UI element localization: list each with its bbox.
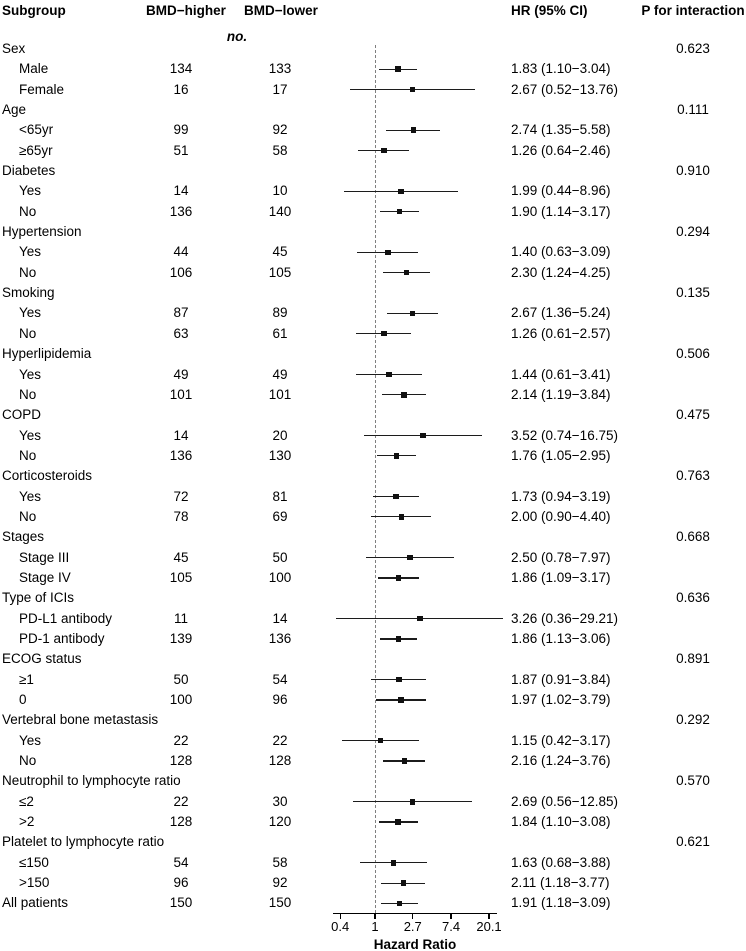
bmd-lower-count: 69: [272, 508, 288, 524]
data-row: [0, 507, 746, 527]
x-axis-tick: [450, 914, 451, 919]
bmd-higher-count: 136: [169, 203, 193, 219]
subgroup-label: No: [19, 447, 37, 463]
bmd-higher-count: 128: [169, 814, 193, 830]
bmd-higher-count: 96: [173, 875, 189, 891]
p-interaction-value: 0.294: [676, 224, 710, 240]
data-row: [0, 120, 746, 140]
subgroup-label: No: [19, 386, 37, 402]
subgroup-label: ≥65yr: [19, 142, 53, 158]
hr-ci-text: 1.97 (1.02−3.79): [511, 692, 611, 708]
subgroup-label: Sex: [2, 41, 26, 57]
subgroup-label: Neutrophil to lymphocyte ratio: [2, 773, 181, 789]
column-header-hr-ci: HR (95% CI): [511, 3, 588, 18]
subgroup-label: Stages: [2, 529, 45, 545]
column-header-subgroup: Subgroup: [2, 3, 66, 18]
bmd-lower-count: 92: [272, 875, 288, 891]
subgroup-label: PD-1 antibody: [19, 630, 105, 646]
bmd-higher-count: 72: [173, 488, 189, 504]
data-row: [0, 568, 746, 588]
bmd-higher-count: 22: [173, 793, 189, 809]
bmd-higher-count: 99: [173, 122, 189, 138]
subgroup-label: Platelet to lymphocyte ratio: [2, 834, 165, 850]
group-row: [0, 222, 746, 242]
hr-ci-text: 2.67 (1.36−5.24): [511, 305, 611, 321]
group-row: [0, 39, 746, 59]
data-row: [0, 812, 746, 832]
data-row: [0, 751, 746, 771]
subgroup-label: ≤2: [19, 793, 34, 809]
subgroup-label: Yes: [19, 244, 42, 260]
data-row: [0, 690, 746, 710]
group-row: [0, 588, 746, 608]
subgroup-label: Yes: [19, 305, 42, 321]
p-interaction-value: 0.891: [676, 651, 710, 667]
hr-ci-text: 1.26 (0.61−2.57): [511, 325, 611, 341]
bmd-lower-count: 30: [272, 793, 288, 809]
data-row: [0, 242, 746, 262]
bmd-lower-count: 54: [272, 671, 288, 687]
x-tick-label: 0.4: [331, 919, 350, 934]
x-tick-label: 20.1: [476, 919, 502, 934]
x-axis-tick: [488, 914, 489, 919]
data-row: [0, 486, 746, 506]
subgroup-label: ≤150: [19, 854, 49, 870]
p-interaction-value: 0.763: [676, 468, 710, 484]
bmd-higher-count: 50: [173, 671, 189, 687]
bmd-lower-count: 20: [272, 427, 288, 443]
count-unit-label: no.: [226, 29, 248, 44]
data-row: [0, 323, 746, 343]
subgroup-label: Yes: [19, 732, 42, 748]
bmd-higher-count: 128: [169, 753, 193, 769]
hr-ci-text: 1.84 (1.10−3.08): [511, 814, 611, 830]
hr-ci-text: 1.87 (0.91−3.84): [511, 671, 611, 687]
subgroup-label: No: [19, 264, 37, 280]
data-row: [0, 893, 746, 913]
data-row: [0, 425, 746, 445]
p-interaction-value: 0.910: [676, 163, 710, 179]
data-row: [0, 608, 746, 628]
bmd-lower-count: 100: [268, 569, 292, 585]
data-row: [0, 852, 746, 872]
data-row: [0, 59, 746, 79]
data-row: [0, 384, 746, 404]
bmd-higher-count: 16: [173, 81, 189, 97]
hr-ci-text: 2.16 (1.24−3.76): [511, 753, 611, 769]
x-tick-label: 7.4: [442, 919, 461, 934]
subgroup-label: Corticosteroids: [2, 468, 93, 484]
p-interaction-value: 0.621: [676, 834, 710, 850]
group-row: [0, 649, 746, 669]
p-interaction-value: 0.111: [677, 102, 709, 118]
column-header-bmd-higher: BMD−higher: [146, 3, 226, 18]
subgroup-label: Smoking: [2, 285, 55, 301]
bmd-higher-count: 49: [173, 366, 189, 382]
hr-ci-text: 2.67 (0.52−13.76): [511, 81, 618, 97]
hr-ci-text: 1.99 (0.44−8.96): [511, 183, 611, 199]
bmd-lower-count: 58: [272, 854, 288, 870]
data-row: [0, 629, 746, 649]
bmd-lower-count: 50: [272, 549, 288, 565]
hr-ci-text: 1.73 (0.94−3.19): [511, 488, 611, 504]
data-row: [0, 669, 746, 689]
hr-ci-text: 1.86 (1.13−3.06): [511, 630, 611, 646]
bmd-lower-count: 101: [268, 386, 292, 402]
subgroup-label: No: [19, 753, 37, 769]
subgroup-label: Yes: [19, 427, 42, 443]
hr-ci-text: 1.63 (0.68−3.88): [511, 854, 611, 870]
subgroup-label: Vertebral bone metastasis: [2, 712, 159, 728]
bmd-higher-count: 100: [169, 692, 193, 708]
bmd-higher-count: 14: [173, 183, 189, 199]
data-row: [0, 730, 746, 750]
bmd-lower-count: 96: [272, 692, 288, 708]
bmd-lower-count: 105: [268, 264, 292, 280]
bmd-higher-count: 101: [169, 386, 193, 402]
subgroup-label: >2: [19, 814, 35, 830]
bmd-lower-count: 81: [272, 488, 288, 504]
group-row: [0, 405, 746, 425]
hr-ci-text: 1.26 (0.64−2.46): [511, 142, 611, 158]
data-row: [0, 201, 746, 221]
data-row: [0, 262, 746, 282]
group-row: [0, 100, 746, 120]
bmd-lower-count: 120: [268, 814, 292, 830]
p-interaction-value: 0.135: [676, 285, 710, 301]
bmd-higher-count: 106: [169, 264, 193, 280]
bmd-higher-count: 78: [173, 508, 189, 524]
x-axis-tick: [374, 914, 375, 919]
hr-ci-text: 3.52 (0.74−16.75): [511, 427, 618, 443]
data-row: [0, 181, 746, 201]
data-row: [0, 364, 746, 384]
p-interaction-value: 0.668: [676, 529, 710, 545]
bmd-higher-count: 51: [173, 142, 189, 158]
group-row: [0, 466, 746, 486]
hr-ci-text: 2.30 (1.24−4.25): [511, 264, 611, 280]
hr-ci-text: 1.15 (0.42−3.17): [511, 732, 611, 748]
data-row: [0, 791, 746, 811]
bmd-higher-count: 11: [173, 610, 188, 626]
hr-ci-text: 2.00 (0.90−4.40): [511, 508, 611, 524]
subgroup-label: Stage IV: [19, 569, 71, 585]
subgroup-label: <65yr: [19, 122, 54, 138]
bmd-higher-count: 139: [169, 630, 193, 646]
subgroup-label: Yes: [19, 183, 42, 199]
bmd-lower-count: 45: [272, 244, 288, 260]
subgroup-label: 0: [19, 692, 27, 708]
p-interaction-value: 0.506: [676, 346, 710, 362]
bmd-lower-count: 136: [268, 630, 292, 646]
x-tick-label: 1: [371, 919, 379, 934]
group-row: [0, 771, 746, 791]
bmd-lower-count: 17: [272, 81, 288, 97]
p-interaction-value: 0.570: [676, 773, 710, 789]
bmd-lower-count: 89: [272, 305, 288, 321]
subgroup-label: All patients: [2, 895, 69, 911]
x-axis-tick: [340, 914, 341, 919]
hr-ci-text: 1.86 (1.09−3.17): [511, 569, 611, 585]
bmd-higher-count: 14: [173, 427, 189, 443]
subgroup-label: No: [19, 203, 37, 219]
bmd-higher-count: 87: [173, 305, 189, 321]
p-interaction-value: 0.292: [676, 712, 710, 728]
bmd-lower-count: 10: [272, 183, 288, 199]
x-axis-title: Hazard Ratio: [373, 937, 457, 951]
hr-ci-text: 2.14 (1.19−3.84): [511, 386, 611, 402]
bmd-lower-count: 140: [268, 203, 292, 219]
data-row: [0, 79, 746, 99]
hr-ci-text: 2.69 (0.56−12.85): [511, 793, 618, 809]
bmd-higher-count: 45: [173, 549, 189, 565]
bmd-lower-count: 92: [272, 122, 288, 138]
data-row: [0, 547, 746, 567]
bmd-lower-count: 133: [268, 61, 292, 77]
p-interaction-value: 0.475: [676, 407, 710, 423]
bmd-lower-count: 49: [272, 366, 288, 382]
hr-ci-text: 2.11 (1.18−3.77): [511, 875, 610, 891]
x-tick-label: 2.7: [403, 919, 422, 934]
subgroup-label: Hypertension: [2, 224, 82, 240]
subgroup-label: Female: [19, 81, 65, 97]
hr-ci-text: 2.50 (0.78−7.97): [511, 549, 611, 565]
hr-ci-text: 3.26 (0.36−29.21): [511, 610, 618, 626]
group-row: [0, 344, 746, 364]
hr-ci-text: 1.40 (0.63−3.09): [511, 244, 611, 260]
hr-ci-text: 1.44 (0.61−3.41): [511, 366, 611, 382]
group-row: [0, 527, 746, 547]
column-header-bmd-lower: BMD−lower: [244, 3, 318, 18]
p-interaction-value: 0.636: [676, 590, 710, 606]
bmd-higher-count: 150: [169, 895, 193, 911]
subgroup-label: ECOG status: [2, 651, 82, 667]
subgroup-label: Diabetes: [2, 163, 56, 179]
group-row: [0, 283, 746, 303]
subgroup-label: Yes: [19, 366, 42, 382]
hr-ci-text: 1.90 (1.14−3.17): [511, 203, 611, 219]
bmd-higher-count: 54: [173, 854, 189, 870]
data-row: [0, 445, 746, 465]
subgroup-label: Age: [2, 102, 27, 118]
bmd-higher-count: 134: [169, 61, 193, 77]
rows: [0, 39, 746, 914]
hr-ci-text: 1.91 (1.18−3.09): [511, 895, 611, 911]
subgroup-label: ≥1: [19, 671, 34, 687]
subgroup-label: COPD: [2, 407, 42, 423]
subgroup-label: Stage III: [19, 549, 70, 565]
data-row: [0, 140, 746, 160]
group-row: [0, 161, 746, 181]
bmd-higher-count: 105: [169, 569, 193, 585]
bmd-lower-count: 14: [272, 610, 288, 626]
data-row: [0, 303, 746, 323]
subgroup-label: Male: [19, 61, 49, 77]
subgroup-label: Yes: [19, 488, 42, 504]
group-row: [0, 710, 746, 730]
bmd-lower-count: 22: [272, 732, 288, 748]
column-header-p-interaction: P for interaction: [641, 3, 745, 18]
bmd-lower-count: 150: [268, 895, 292, 911]
hr-ci-text: 1.83 (1.10−3.04): [511, 61, 611, 77]
x-axis-tick: [412, 914, 413, 919]
p-interaction-value: 0.623: [676, 41, 710, 57]
hr-ci-text: 2.74 (1.35−5.58): [511, 122, 611, 138]
bmd-lower-count: 128: [268, 753, 292, 769]
bmd-lower-count: 58: [272, 142, 288, 158]
data-row: [0, 873, 746, 893]
bmd-higher-count: 63: [173, 325, 189, 341]
subgroup-label: >150: [19, 875, 50, 891]
subgroup-label: Hyperlipidemia: [2, 346, 92, 362]
bmd-lower-count: 61: [272, 325, 288, 341]
bmd-higher-count: 44: [173, 244, 189, 260]
subgroup-label: Type of ICIs: [2, 590, 75, 606]
bmd-higher-count: 22: [173, 732, 189, 748]
subgroup-label: No: [19, 508, 37, 524]
hr-ci-text: 1.76 (1.05−2.95): [511, 447, 611, 463]
subgroup-label: PD-L1 antibody: [19, 610, 113, 626]
bmd-higher-count: 136: [169, 447, 193, 463]
group-row: [0, 832, 746, 852]
bmd-lower-count: 130: [268, 447, 292, 463]
subgroup-label: No: [19, 325, 37, 341]
